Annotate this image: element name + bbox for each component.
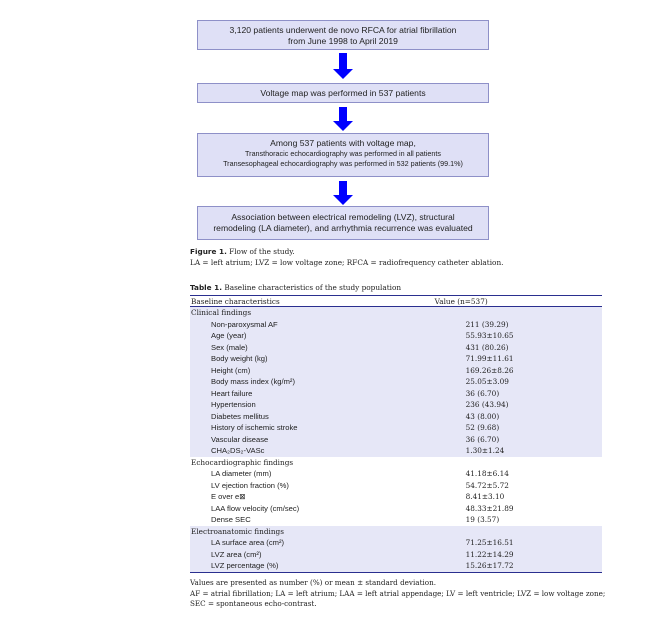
table-footnotes (190, 578, 610, 610)
table-row (190, 468, 602, 480)
table-header-characteristics: Baseline characteristics (190, 296, 364, 307)
table-cell-value: 54.72±5.72 (465, 480, 509, 490)
flow-box-enrollment (197, 20, 489, 50)
table-row (190, 365, 602, 377)
flow-box-echo-line2: Transthoracic echocardiography was performed in all patients (245, 149, 441, 158)
table-section-title: Electroanatomic findings (190, 526, 364, 538)
flow-box-echo-line1: Among 537 patients with voltage map, (270, 138, 416, 148)
table-cell-characteristic: Body mass index (kg/m²) (190, 376, 364, 388)
table-cell-characteristic: LAA flow velocity (cm/sec) (211, 503, 300, 513)
table-row (190, 434, 602, 446)
table-section-title: Echocardiographic findings (191, 457, 294, 467)
table-cell-value: 211 (39.29) (364, 319, 602, 331)
table-section-row (190, 457, 602, 469)
table-cell-characteristic: LV ejection fraction (%) (211, 480, 289, 490)
table-cell-characteristic: Heart failure (190, 388, 364, 400)
table-cell-value: 11.22±14.29 (364, 549, 602, 561)
table-cell-characteristic: Height (cm) (190, 365, 364, 377)
table-cell-characteristic: LVZ area (cm²) (190, 549, 364, 561)
table-row (190, 560, 602, 572)
table-cell-characteristic: Hypertension (190, 399, 364, 411)
table-cell-value: 1.30±1.24 (364, 445, 602, 457)
figure-caption-abbreviations: LA = left atrium; LVZ = low voltage zone; RFCA = radiofrequency catheter ablation. (190, 258, 504, 267)
figure-caption-title: Flow of the study. (226, 247, 295, 256)
flow-box-association (197, 206, 489, 240)
table-cell-value: 19 (3.57) (465, 515, 500, 525)
table-row (190, 388, 602, 400)
flow-box-enrollment-line2: from June 1998 to April 2019 (288, 36, 398, 46)
flow-box-voltage-map-text: Voltage map was performed in 537 patients (260, 88, 426, 98)
table-section-row (190, 307, 602, 319)
table-cell-value: 169.26±8.26 (364, 365, 602, 377)
flow-arrow-down-icon (333, 53, 353, 79)
table-caption-title: Baseline characteristics of the study population (222, 283, 402, 292)
footnote-abbreviations: AF = atrial fibrillation; LA = left atrium; LAA = left atrial appendage; LV = left ventricle; LVZ = low voltage zone; SEC = spontaneous echo-contrast. (190, 588, 606, 608)
table-cell-value: 52 (9.68) (364, 422, 602, 434)
table-cell-value: 36 (6.70) (364, 434, 602, 446)
table-cell-characteristic: Sex (male) (190, 342, 364, 354)
table-cell-value: 431 (80.26) (364, 342, 602, 354)
flow-box-echocardiography (197, 133, 489, 177)
table-cell-value: 25.05±3.09 (364, 376, 602, 388)
figure-caption (190, 246, 503, 268)
flow-box-echo-line3: Transesophageal echocardiography was performed in 532 patients (99.1%) (223, 159, 463, 168)
table-row (190, 422, 602, 434)
table-row (190, 376, 602, 388)
baseline-characteristics-table (190, 295, 602, 573)
table-cell-value: 55.93±10.65 (364, 330, 602, 342)
table-body (190, 307, 602, 573)
table-cell-characteristic: Age (year) (190, 330, 364, 342)
table-row (190, 549, 602, 561)
table-header-row (190, 296, 602, 307)
table-cell-characteristic: LVZ percentage (%) (190, 560, 364, 572)
table-row (190, 353, 602, 365)
table-row (190, 330, 602, 342)
table-cell-value: 43 (8.00) (364, 411, 602, 423)
table-cell-value: 71.99±11.61 (364, 353, 602, 365)
table-row (190, 480, 602, 492)
table-cell-characteristic: Diabetes mellitus (190, 411, 364, 423)
table-row (190, 411, 602, 423)
flow-box-voltage-map (197, 83, 489, 103)
flow-box-enrollment-line1: 3,120 patients underwent de novo RFCA for atrial fibrillation (229, 25, 457, 35)
table-cell-value: 71.25±16.51 (364, 537, 602, 549)
table-cell-characteristic: LA diameter (mm) (211, 469, 272, 479)
table-cell-value: 36 (6.70) (364, 388, 602, 400)
table-header-value: Value (n=537) (364, 296, 602, 307)
table-cell-value: 15.26±17.72 (364, 560, 602, 572)
table-section-row (190, 526, 602, 538)
table-row (190, 537, 602, 549)
table-row (190, 514, 602, 526)
table-cell-characteristic: Body weight (kg) (190, 353, 364, 365)
table-caption-label: Table 1. (190, 283, 223, 292)
table-cell-characteristic: History of ischemic stroke (190, 422, 364, 434)
table-row (190, 445, 602, 457)
flow-box-association-line1: Association between electrical remodeling (LVZ), structural (231, 212, 455, 222)
table-caption (190, 283, 401, 292)
table-cell-value: 8.41±3.10 (465, 492, 505, 502)
figure-caption-label: Figure 1. (190, 247, 227, 256)
flow-arrow-down-icon (333, 107, 353, 131)
table-cell-characteristic: LA surface area (cm²) (190, 537, 364, 549)
footnote-values: Values are presented as number (%) or mean ± standard deviation. (190, 578, 436, 587)
table-cell-value: 41.18±6.14 (465, 469, 509, 479)
table-cell-characteristic: Dense SEC (211, 515, 251, 525)
flow-arrow-down-icon (333, 181, 353, 205)
table-cell-characteristic: Vascular disease (190, 434, 364, 446)
table-cell-value: 48.33±21.89 (465, 503, 514, 513)
table-row (190, 491, 602, 503)
table-section-title: Clinical findings (190, 307, 364, 319)
table-cell-characteristic: CHA₂DS₂-VASc (190, 445, 364, 457)
flow-box-association-line2: remodeling (LA diameter), and arrhythmia recurrence was evaluated (213, 223, 473, 233)
table-cell-value: 236 (43.94) (364, 399, 602, 411)
table-row (190, 342, 602, 354)
table-row (190, 319, 602, 331)
table-row (190, 503, 602, 515)
table-cell-characteristic: Non-paroxysmal AF (190, 319, 364, 331)
table-cell-characteristic: E over e⊠ (211, 492, 246, 502)
table-row (190, 399, 602, 411)
